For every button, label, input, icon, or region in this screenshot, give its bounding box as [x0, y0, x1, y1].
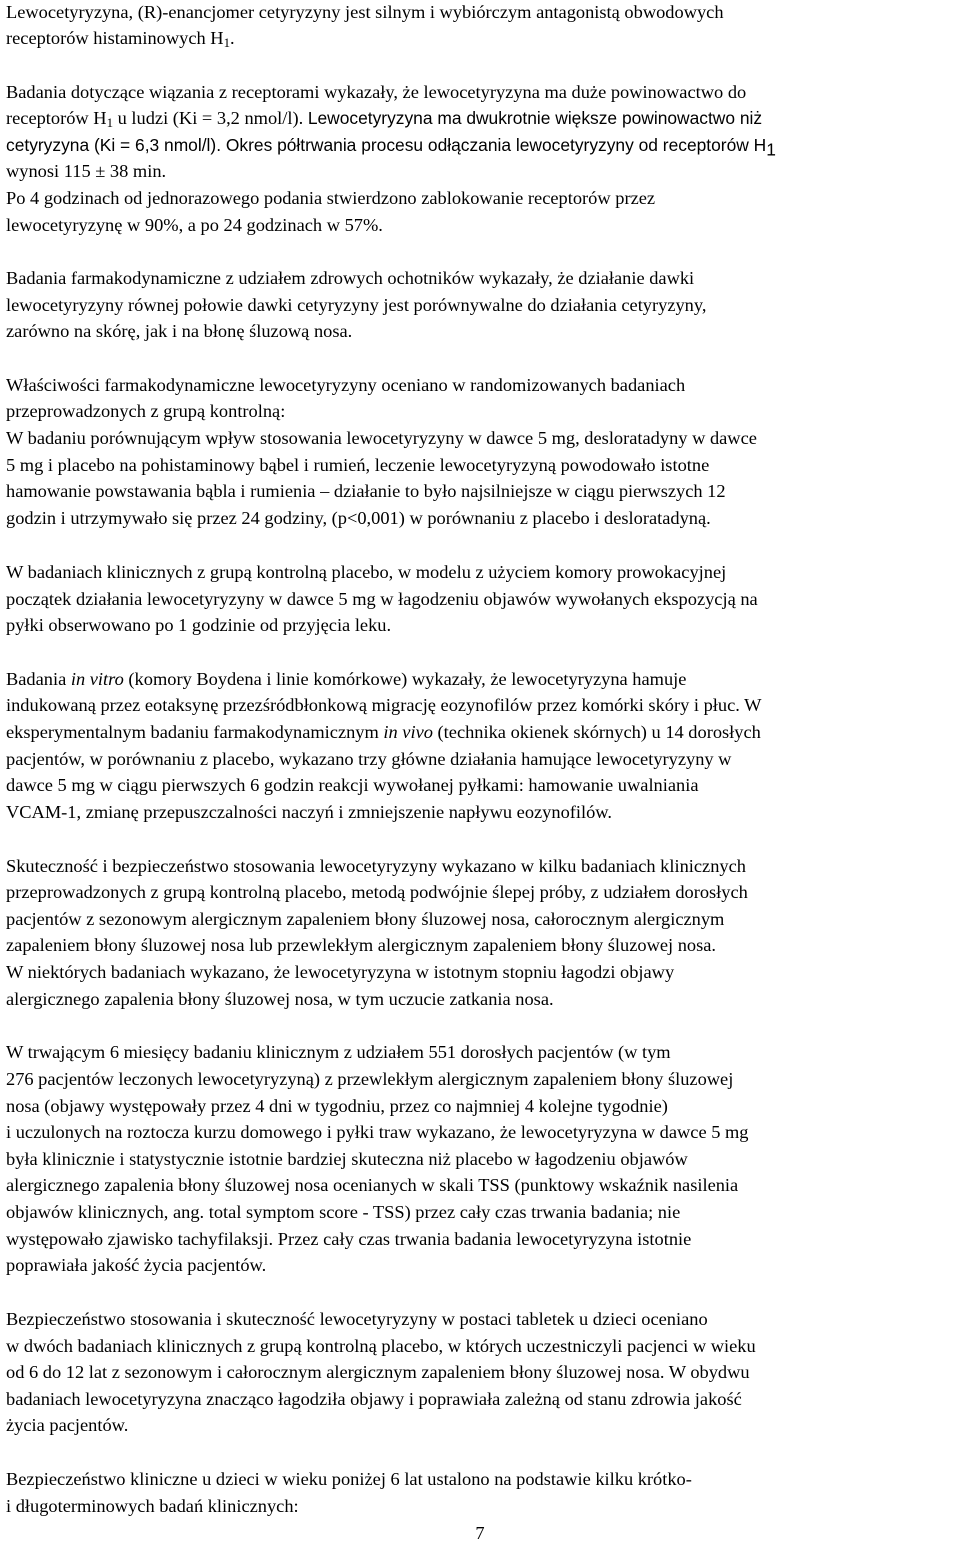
- text-segment: wynosi 115 ± 38 min.: [6, 161, 167, 181]
- text-line: [6, 1066, 733, 1093]
- page-number: 7: [475, 1523, 485, 1543]
- text-line: [6, 1039, 671, 1066]
- text-line: [6, 1093, 668, 1120]
- italic-term: in vivo: [383, 722, 433, 742]
- text-segment: Lewocetyryzyna, (R)-enancjomer cetyryzyny jest silnym i wybiórczym antagonistą obwodowych: [6, 2, 724, 22]
- text-segment: Skuteczność i bezpieczeństwo stosowania lewocetyryzyny wykazano w kilku badaniach klinicznych: [6, 856, 746, 876]
- subscript: 1: [106, 116, 114, 131]
- text-line: [6, 586, 758, 613]
- text-line: [6, 79, 746, 106]
- text-line: [6, 1119, 749, 1146]
- text-line: [6, 398, 285, 425]
- text-line: [6, 265, 694, 292]
- text-segment: przeprowadzonych z grupą kontrolną:: [6, 401, 286, 421]
- text-line: [6, 853, 746, 880]
- text-segment: hamowanie powstawania bąbla i rumienia – działanie to było najsilniejsze w ciągu pierwszych 12: [6, 481, 726, 501]
- subscript: 1: [766, 139, 776, 160]
- text-segment: Bezpieczeństwo kliniczne u dzieci w wieku poniżej 6 lat ustalono na podstawie kilku krótko-: [6, 1469, 692, 1489]
- text-segment: od 6 do 12 lat z sezonowym i całorocznym alergicznym zapaleniem błony śluzowej nosa. W obydwu: [6, 1362, 750, 1382]
- text-segment: Właściwości farmakodynamiczne lewocetyryzyny oceniano w randomizowanych badaniach: [6, 375, 686, 395]
- text-segment: w dwóch badaniach klinicznych z grupą kontrolną placebo, w których uczestniczyli pacjenci w wieku: [6, 1336, 756, 1356]
- text-line: [6, 1226, 691, 1253]
- text-segment: W badaniach klinicznych z grupą kontrolną placebo, w modelu z użyciem komory prowokacyjnej: [6, 562, 727, 582]
- text-line: [6, 1386, 742, 1413]
- text-segment: zapaleniem błony śluzowej nosa lub przewlekłym alergicznym zapaleniem błony śluzowej nosa.: [6, 935, 717, 955]
- text-line: [6, 1252, 266, 1279]
- text-segment: W niektórych badaniach wykazano, że lewocetyryzyna w istotnym stopniu łagodzi objawy: [6, 962, 675, 982]
- text-line: [6, 932, 716, 959]
- text-line: [6, 105, 762, 132]
- text-segment: cetyryzyna (Ki = 6,3 nmol/l).: [6, 135, 222, 155]
- text-line: [6, 1466, 692, 1493]
- text-segment: alergicznego zapalenia błony śluzowej nosa ocenianych w skali TSS (punktowy wskaźnik nasilenia: [6, 1175, 739, 1195]
- text-line: [6, 25, 235, 52]
- text-line: [6, 959, 674, 986]
- text-line: [6, 132, 776, 159]
- text-line: [6, 372, 685, 399]
- text-line: [6, 1146, 688, 1173]
- text-line: [6, 292, 706, 319]
- text-segment: Badania: [6, 669, 71, 689]
- text-line: [6, 692, 761, 719]
- text-segment: receptorów H: [6, 108, 107, 128]
- text-line: [6, 772, 699, 799]
- text-segment: poprawiała jakość życia pacjentów.: [6, 1255, 267, 1275]
- text-line: [6, 505, 711, 532]
- text-line: [6, 879, 748, 906]
- text-segment: Po 4 godzinach od jednorazowego podania stwierdzono zablokowanie receptorów przez: [6, 188, 656, 208]
- text-segment: była klinicznie i statystycznie istotnie bardziej skuteczna niż placebo w łagodzeniu objawów: [6, 1149, 688, 1169]
- text-line: [6, 986, 554, 1013]
- text-segment: u ludzi (Ki = 3,2 nmol/l).: [113, 108, 308, 128]
- text-segment: .: [230, 28, 235, 48]
- text-line: [6, 719, 761, 746]
- text-line: [6, 666, 686, 693]
- text-line: [6, 318, 352, 345]
- text-segment: objawów klinicznych, ang. total symptom score - TSS) przez cały czas trwania badania; nie: [6, 1202, 681, 1222]
- text-line: [6, 1333, 756, 1360]
- text-line: [6, 1172, 738, 1199]
- text-line: [6, 1359, 750, 1386]
- text-line: [6, 906, 724, 933]
- text-line: [6, 1306, 708, 1333]
- text-line: [6, 452, 709, 479]
- text-segment: W trwającym 6 miesięcy badaniu klinicznym z udziałem 551 dorosłych pacjentów (w tym: [6, 1042, 671, 1062]
- text-segment: indukowaną przez eotaksynę przezśródbłonkową migrację eozynofilów przez komórki skóry i płuc. W: [6, 695, 762, 715]
- text-line: [6, 1199, 680, 1226]
- text-segment: Badania farmakodynamiczne z udziałem zdrowych ochotników wykazały, że działanie dawki: [6, 268, 695, 288]
- text-segment: i uczulonych na roztocza kurzu domowego i pyłki traw wykazano, że lewocetyryzyna w dawce 5 mg: [6, 1122, 749, 1142]
- text-line: [6, 612, 391, 639]
- italic-term: in vitro: [70, 669, 124, 689]
- text-segment: (komory Boydena i linie komórkowe) wykazały, że lewocetyryzyna hamuje: [123, 669, 687, 689]
- text-line: [6, 158, 166, 185]
- text-line: [6, 212, 383, 239]
- text-line: [6, 478, 726, 505]
- subscript: 1: [223, 36, 231, 51]
- text-segment: 276 pacjentów leczonych lewocetyryzyną) z przewlekłym alergicznym zapaleniem błony śluzowej: [6, 1069, 734, 1089]
- text-segment: Okres półtrwania procesu odłączania lewocetyryzyny od receptorów H: [221, 135, 767, 155]
- text-segment: VCAM-1, zmianę przepuszczalności naczyń i zmniejszenie napływu eozynofilów.: [6, 802, 612, 822]
- text-line: [6, 746, 731, 773]
- text-segment: i długoterminowych badań klinicznych:: [6, 1496, 299, 1516]
- text-segment: eksperymentalnym badaniu farmakodynamicznym: [6, 722, 384, 742]
- text-segment: pyłki obserwowano po 1 godzinie od przyjęcia leku.: [6, 615, 392, 635]
- text-segment: alergicznego zapalenia błony śluzowej nosa, w tym uczucie zatkania nosa.: [6, 989, 554, 1009]
- text-segment: (technika okienek skórnych) u 14 dorosłych: [432, 722, 761, 742]
- text-segment: Badania dotyczące wiązania z receptorami wykazały, że lewocetyryzyna ma duże powinowactwo do: [6, 82, 747, 102]
- text-segment: początek działania lewocetyryzyny w dawce 5 mg w łagodzeniu objawów wywołanych ekspozycją na: [6, 589, 758, 609]
- text-line: [6, 1493, 299, 1520]
- text-segment: dawce 5 mg w ciągu pierwszych 6 godzin reakcji wywołanej pyłkami: hamowanie uwalniania: [6, 775, 699, 795]
- text-segment: występowało zjawisko tachyfilaksji. Przez cały czas trwania badania lewocetyryzyna istotnie: [6, 1229, 692, 1249]
- text-segment: przeprowadzonych z grupą kontrolną placebo, metodą podwójnie ślepej próby, z udziałem dorosłych: [6, 882, 748, 902]
- text-segment: Lewocetyryzyna ma dwukrotnie większe powinowactwo niż: [307, 108, 763, 128]
- text-segment: życia pacjentów.: [6, 1415, 129, 1435]
- text-segment: nosa (objawy występowały przez 4 dni w tygodniu, przez co najmniej 4 kolejne tygodnie): [6, 1096, 668, 1116]
- text-line: [6, 425, 757, 452]
- text-segment: pacjentów, w porównaniu z placebo, wykazano trzy główne działania hamujące lewocetyryzyny w: [6, 749, 732, 769]
- text-segment: W badaniu porównującym wpływ stosowania lewocetyryzyny w dawce 5 mg, desloratadyny w dawce: [6, 428, 757, 448]
- text-segment: pacjentów z sezonowym alergicznym zapaleniem błony śluzowej nosa, całorocznym alergicznym: [6, 909, 725, 929]
- text-line: [6, 559, 726, 586]
- text-segment: zarówno na skórę, jak i na błonę śluzową nosa.: [6, 321, 353, 341]
- text-segment: badaniach lewocetyryzyna znacząco łagodziła objawy i poprawiała zależną od stanu zdrowia jakość: [6, 1389, 742, 1409]
- text-segment: Bezpieczeństwo stosowania i skuteczność lewocetyryzyny w postaci tabletek u dzieci oceniano: [6, 1309, 708, 1329]
- text-line: [6, 1412, 128, 1439]
- text-segment: 5 mg i placebo na pohistaminowy bąbel i rumień, leczenie lewocetyryzyną powodowało istotne: [6, 455, 710, 475]
- text-segment: lewocetyryzyny równej połowie dawki cetyryzyny jest porównywalne do działania cetyryzyny,: [6, 295, 707, 315]
- text-segment: godzin i utrzymywało się przez 24 godziny, (p<0,001) w porównaniu z placebo i desloratadyną.: [6, 508, 711, 528]
- text-line: [6, 185, 655, 212]
- text-segment: lewocetyryzynę w 90%, a po 24 godzinach w 57%.: [6, 215, 383, 235]
- text-line: [6, 799, 612, 826]
- text-line: [6, 0, 724, 26]
- text-segment: receptorów histaminowych H: [6, 28, 224, 48]
